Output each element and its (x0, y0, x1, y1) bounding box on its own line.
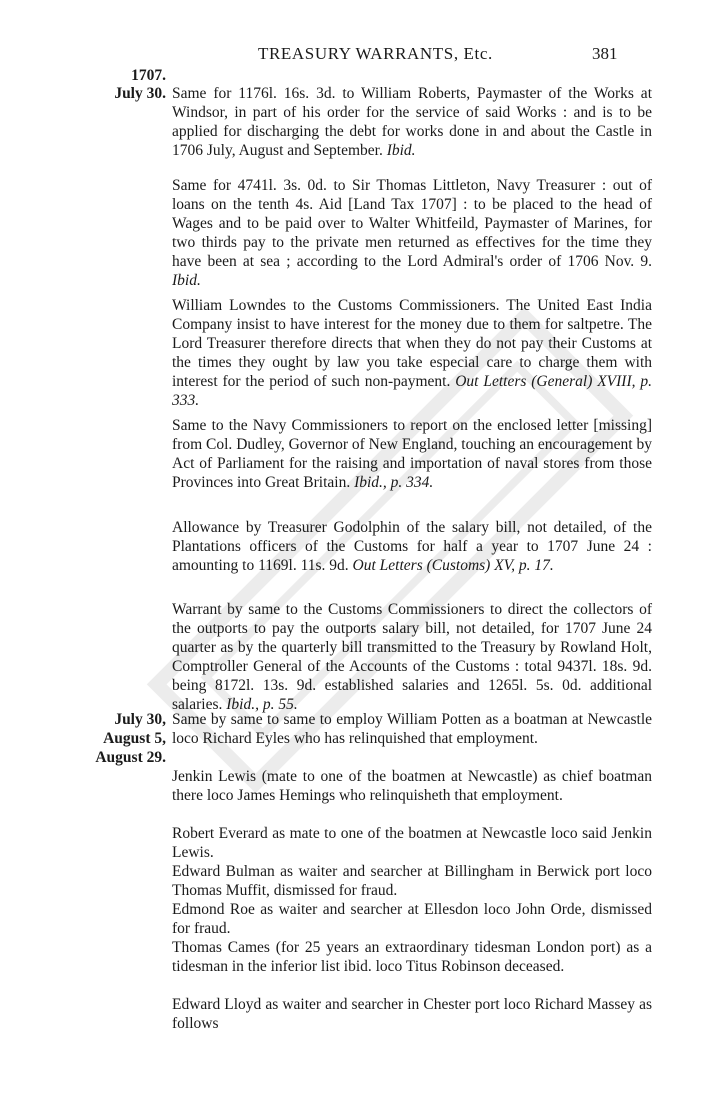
paragraph-navy-commissioners (172, 416, 652, 492)
paragraph-roberts (172, 84, 652, 160)
page-number: 381 (592, 44, 618, 63)
margin-date-july30-b: July 30, (114, 711, 166, 728)
margin-year: 1707. (131, 67, 166, 84)
reference: Ibid., p. 55. (226, 696, 298, 713)
margin-date-july30: July 30. (114, 85, 166, 102)
entry-cames: Thomas Cames (for 25 years an extraordinary tidesman London port) as a tidesman in the inferior list ibid. loco Titus Robinson deceased. (172, 939, 652, 975)
reference: Out Letters (General) XVIII, p. 333. (172, 373, 652, 409)
entry-jenkin-lewis: Jenkin Lewis (mate to one of the boatmen at Newcastle) as chief boatman there loco James Hemings who relinquisheth that employment. (172, 768, 652, 804)
entry-potten: Same by same to same to employ William Potten as a boatman at Newcastle loco Richard Eyles who has relinquished that employment. (172, 711, 652, 747)
paragraph-text: Same for 4741l. 3s. 0d. to Sir Thomas Littleton, Navy Treasurer : out of loans on the tenth 4s. Aid [Land Tax 1707] : to be placed to the head of Wages and to be paid over to Walter Whitfeild, Paymaster of Marines, for two thirds pay to the private men returned as effectives for the time they have been at sea ; according to the Lord Admiral's order of 1706 Nov. 9. (172, 177, 652, 270)
page-header (0, 44, 722, 68)
paragraph-text: Allowance by Treasurer Godolphin of the salary bill, not detailed, of the Plantations officers of the Customs for half a year to 1707 June 24 : amounting to 1169l. 11s. 9d. (172, 519, 652, 574)
margin-date-august5: August 5, (103, 730, 166, 747)
paragraph-lowndes (172, 296, 652, 410)
entry-roe: Edmond Roe as waiter and searcher at Ellesdon loco John Orde, dismissed for fraud. (172, 901, 652, 937)
paragraph-text: Same to the Navy Commissioners to report on the enclosed letter [missing] from Col. Dudley, Governor of New England, touching an encouragement by Act of Parliament for the raising and importation of naval stores from those Provinces into Great Britain. (172, 417, 652, 491)
margin-date-august29: August 29. (95, 749, 166, 766)
paragraph-text: Same for 1176l. 16s. 3d. to William Roberts, Paymaster of the Works at Windsor, in part of his order for the service of said Works : and is to be applied for discharging the debt for works done in and about the Castle in 1706 July, August and September. (172, 85, 652, 159)
reference: Ibid. (386, 142, 416, 159)
entry-bulman: Edward Bulman as waiter and searcher at Billingham in Berwick port loco Thomas Muffit, dismissed for fraud. (172, 863, 652, 899)
entry-lloyd: Edward Lloyd as waiter and searcher in Chester port loco Richard Massey as follows (172, 996, 652, 1032)
reference: Out Letters (Customs) XV, p. 17. (352, 557, 554, 574)
reference: Ibid., p. 334. (354, 474, 434, 491)
entry-everard: Robert Everard as mate to one of the boatmen at Newcastle loco said Jenkin Lewis. (172, 825, 652, 861)
paragraph-text: Warrant by same to the Customs Commissioners to direct the collectors of the outports to pay the outports salary bill, not detailed, for 1707 June 24 quarter as by the quarterly bill transmitted to the Treasury by Rowland Holt, Comptroller General of the Accounts of the Customs : total 9437l. 18s. 9d. being 8172l. 13s. 9d. established salaries and 1265l. 5s. 0d. additional salaries. (172, 601, 652, 713)
paragraph-text: William Lowndes to the Customs Commissioners. The United East India Company insist to have interest for the money due to them for saltpetre. The Lord Treasurer therefore directs that when they do not pay their Customs at the times they ought by law you take especial care to charge them with interest for the period of such non-payment. (172, 297, 652, 390)
paragraph-allowance (172, 518, 652, 575)
paragraph-warrant (172, 600, 652, 714)
reference: Ibid. (172, 272, 201, 289)
paragraph-littleton (172, 176, 652, 290)
running-title: TREASURY WARRANTS, Etc. (258, 44, 493, 63)
